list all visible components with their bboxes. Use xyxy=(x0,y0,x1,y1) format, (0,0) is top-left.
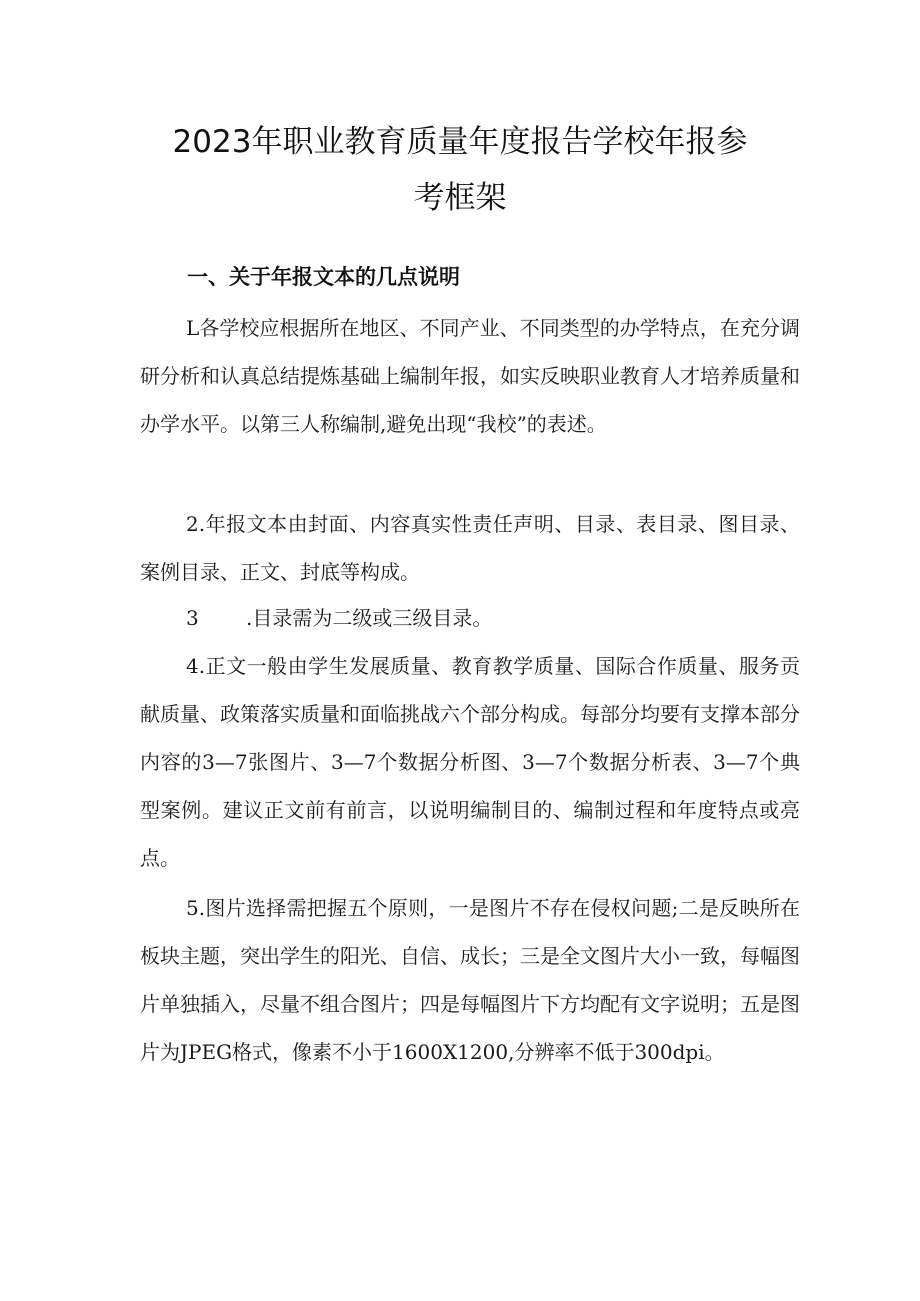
paragraph-item-5: 5.图片选择需把握五个原则，一是图片不存在侵权问题;二是反映所在板块主题，突出学生的阳光、自信、成长；三是全文图片大小一致，每幅图片单独插入，尽量不组合图片；四是每幅图片下方均配有文字说明；五是图片为JPEG格式，像素不小于1600X1200,分辨率不低于300dpi。 xyxy=(140,896,800,1064)
section-heading: 一、关于年报文本的几点说明 xyxy=(187,265,460,289)
item-3-number: 3 xyxy=(186,606,199,630)
item-3-text: .目录需为二级或三级目录。 xyxy=(246,606,493,630)
paragraph-item-2: 2.年报文本由封面、内容真实性责任声明、目录、表目录、图目录、案例目录、正文、封底等构成。 xyxy=(140,512,800,584)
paragraph-item-3 xyxy=(140,594,800,642)
document-title-line-1: 2023年职业教育质量年度报告学校年报参 xyxy=(172,124,748,160)
paragraph-item-4: 4.正文一般由学生发展质量、教育教学质量、国际合作质量、服务贡献质量、政策落实质量和面临挑战六个部分构成。每部分均要有支撑本部分内容的3—7张图片、3—7个数据分析图、3—7个数据分析表、3—7个典型案例。建议正文前有前言，以说明编制目的、编制过程和年度特点或亮点。 xyxy=(140,654,800,870)
paragraph-item-1: L各学校应根据所在地区、不同产业、不同类型的办学特点，在充分调研分析和认真总结提炼基础上编制年报，如实反映职业教育人才培养质量和办学水平。以第三人称编制,避免出现“我校”的表述。 xyxy=(140,316,800,436)
document-title-line-2: 考框架 xyxy=(413,180,507,216)
